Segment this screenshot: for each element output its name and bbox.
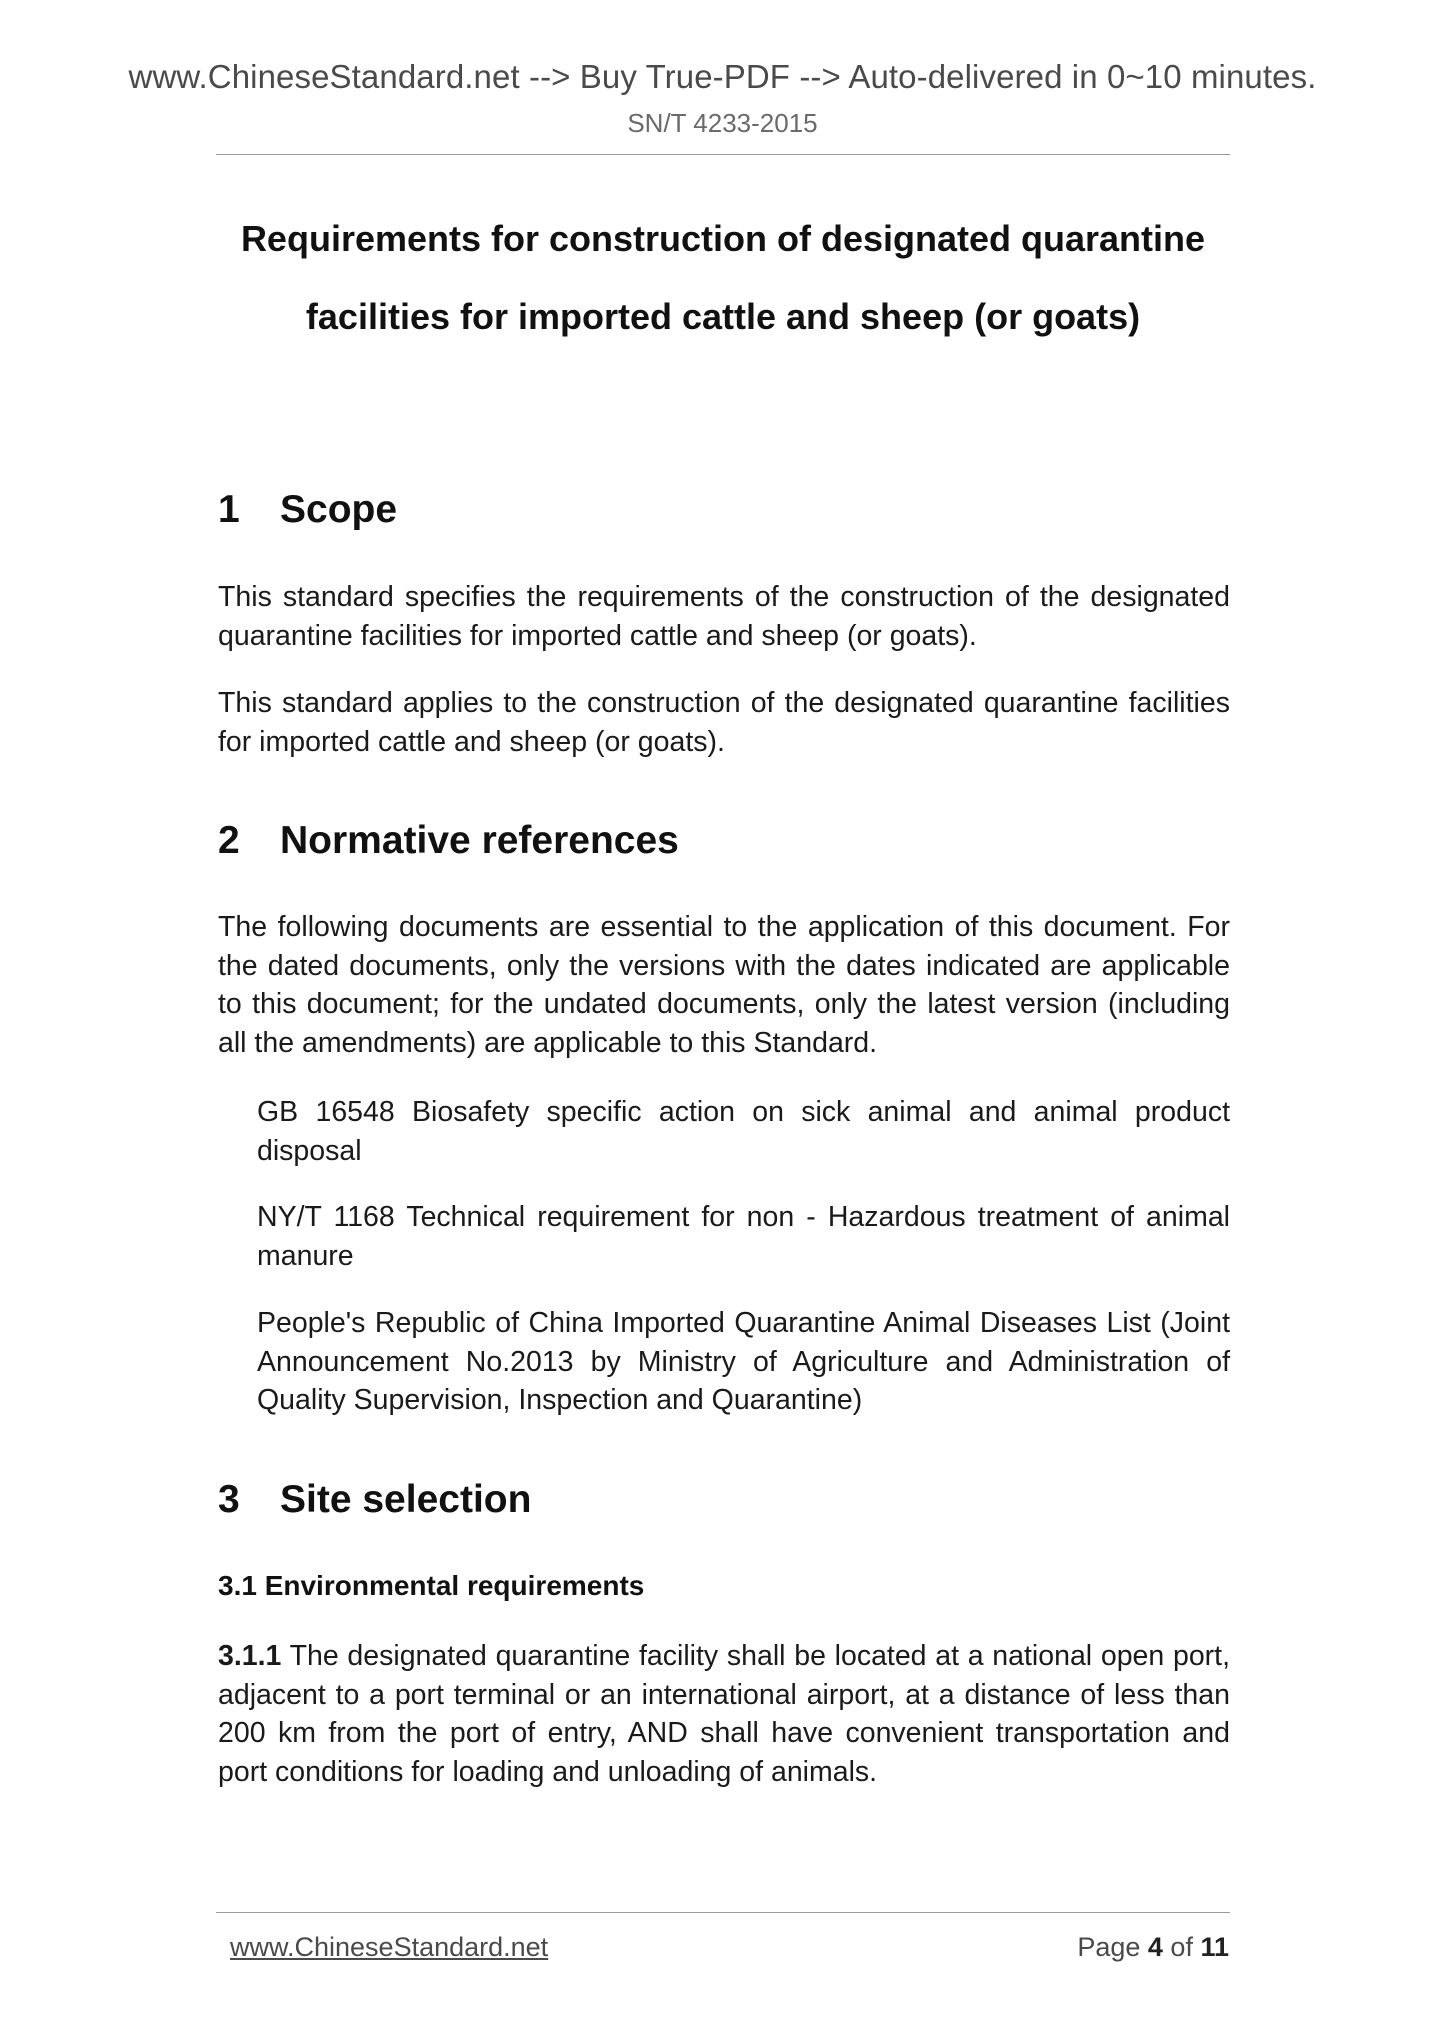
section-heading-site-selection [218,1478,531,1522]
section-title: Site selection [280,1478,532,1521]
document-title-line-1: Requirements for construction of designated quarantine [240,218,1206,259]
footer-divider [216,1912,1230,1913]
scope-paragraph-2: This standard applies to the construction of the designated quarantine facilities for imported cattle and sheep (or goats). [218,687,1230,758]
clause-3-1-1 [218,1637,1230,1791]
subsection-heading-environmental-requirements: 3.1 Environmental requirements [218,1570,645,1601]
footer-website-link[interactable]: www.ChineseStandard.net [230,1932,549,1962]
page-indicator [1077,1932,1229,1963]
section-number: 1 [218,488,240,531]
page-prefix: Page [1077,1932,1148,1962]
section-number: 2 [218,819,240,862]
section-number: 3 [218,1478,240,1521]
page-total: 11 [1200,1932,1229,1962]
section-title: Scope [280,488,398,531]
clause-number: 3.1.1 [218,1640,282,1672]
reference-item-diseases-list: People's Republic of China Imported Quarantine Animal Diseases List (Joint Announcement No.2013 by Ministry of Agriculture and Administration of Quality Supervision, Inspection and Quarantine) [257,1307,1230,1416]
normative-intro-paragraph: The following documents are essential to the application of this document. For the dated documents, only the versions with the dates indicated are applicable to this document; for the undated documents, only the latest version (including all the amendments) are applicable to this Standard. [218,911,1230,1059]
section-heading-normative-references [218,819,679,863]
scope-paragraph-1: This standard specifies the requirements of the construction of the designated quarantine facilities for imported cattle and sheep (or goats). [218,581,1230,652]
header-banner[interactable]: www.ChineseStandard.net --> Buy True-PDF --> Auto-delivered in 0~10 minutes. [128,58,1317,95]
clause-text: The designated quarantine facility shall be located at a national open port, adjacent to a port terminal or an international airport, at a distance of less than 200 km from the port of entry, AND shall have convenient transportation and port conditions for loading and unloading of animals. [218,1640,1230,1788]
section-title: Normative references [280,819,679,862]
header-divider [216,154,1230,155]
standard-number: SN/T 4233-2015 [627,108,818,138]
page-current: 4 [1147,1932,1163,1962]
document-title-line-2: facilities for imported cattle and sheep (or goats) [305,296,1141,337]
page-separator: of [1162,1932,1201,1962]
section-heading-scope [218,488,397,532]
reference-item-gb-16548: GB 16548 Biosafety specific action on sick animal and animal product disposal [257,1096,1230,1167]
reference-item-ny-t-1168: NY/T 1168 Technical requirement for non - Hazardous treatment of animal manure [257,1201,1230,1272]
